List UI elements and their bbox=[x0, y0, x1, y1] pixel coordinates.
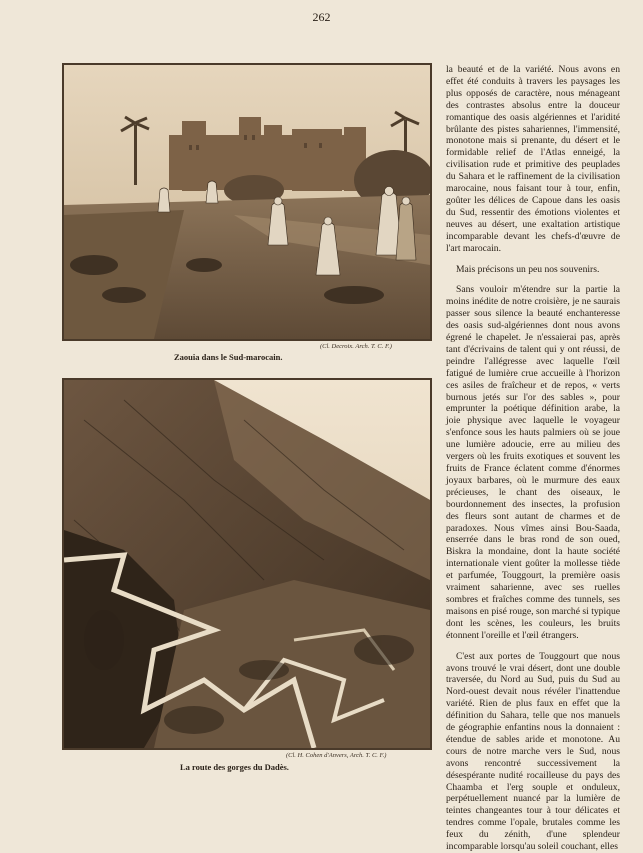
article-paragraph: Mais précisons un peu nos souvenirs. bbox=[456, 263, 600, 275]
page-number: 262 bbox=[312, 10, 331, 24]
caption-dades: La route des gorges du Dadès. bbox=[180, 762, 289, 772]
photo-dades-gorges bbox=[62, 378, 432, 750]
photo-credit-dades: (Cl. H. Cohen d'Anvers, Arch. T. C. F.) bbox=[286, 752, 387, 759]
photo-zaouia bbox=[62, 63, 432, 341]
article-paragraph: Sans vouloir m'étendre sur la partie la moins inédite de notre croisière, je ne saurais passer sous silence la beauté enchanteresse des oasis sud-algériennes dont nous avons égrené le chapelet. Je n'essaierai pas, après tant d'écrivains de talent qui y ont réussi, de peindre l'allégresse avec laquelle l'œil fatigué de lumière crue accueille à l'horizon ces asiles de fraîcheur et de repos, « verts burnous jetés sur l'or des sables », pour emprunter la poétique définition arabe, la joie physique avec laquelle le voyageur s'enfonce sous les hauts palmiers où se joue une lumière adoucie, erre au milieu des vergers où les fruits exotiques et souvent les fruits de France éclatent comme d'énormes joyaux barbares, où le murmure des eaux précieuses, le chant des oiseaux, le bourdonnement des insectes, la profusion des fleurs sont autant de charmes et de paradoxes. Nous vîmes ainsi Bou-Saada, enserrée dans le bras rond de son oued, Biskra la mondaine, dont la haute société internationale vient goûter la mollesse tiède et parfumée, Touggourt, la première oasis vraiment saharienne, avec ses ruelles sombres et fraîches comme des tunnels, ses maisons en pisé rouge, son marché si typique dont les scènes, les couleurs, les bruits étonnent l'oreille et l'œil étrangers. bbox=[446, 284, 620, 641]
photo-credit-zaouia: (Cl. Decroix. Arch. T. C. F.) bbox=[320, 343, 392, 350]
article-paragraph: C'est aux portes de Touggourt que nous avons trouvé le vrai désert, dont une double traversée, du Nord au Sud, puis du Sud au Nord-ouest devait nous révéler l'inattendue variété. Rien de plus faux en effet que la définition du Sahara, telle que nos manuels de géographie enfantins nous la donnaient : étendue de sables aride et monotone. Au cours de notre marche vers le Sud, nous avons rencontré successivement la désespérante nudité rocailleuse du pays des Chaamba et l'erg souple et onduleux, perpétuellement nuancé par la lumière de teintes changeantes tour à tour délicates et tendres comme l'opale, brutales comme les feux du zénith, d'une splendeur incomparable lorsqu'au soleil couchant, elles bbox=[446, 650, 620, 853]
article-paragraph: la beauté et de la variété. Nous avons en effet été conduits à travers les paysages les plus opposés de caractère, nous ménageant des contrastes absolus entre la douceur romantique des oasis algériennes et l'aridité brûlante des pistes sahariennes, l'immensité, monotone mais si prenante, du désert et le formidable relief de l'Atlas enneigé, la civilisation rude et primitive des peuplades du Sahara et le raffinement de la civilisation marocaine, nous faisant tour à tour, enfin, goûter les délices de Capoue dans les oasis du Sud, ressentir des émotions violentes et neuves au désert, une exaltation artistique incomparable devant les chefs-d'œuvre de l'art marocain. bbox=[446, 64, 620, 254]
article-text-column bbox=[446, 64, 620, 853]
caption-zaouia: Zaouia dans le Sud-marocain. bbox=[174, 352, 283, 362]
zaouia-illustration bbox=[64, 65, 430, 339]
gorges-illustration bbox=[64, 380, 430, 748]
